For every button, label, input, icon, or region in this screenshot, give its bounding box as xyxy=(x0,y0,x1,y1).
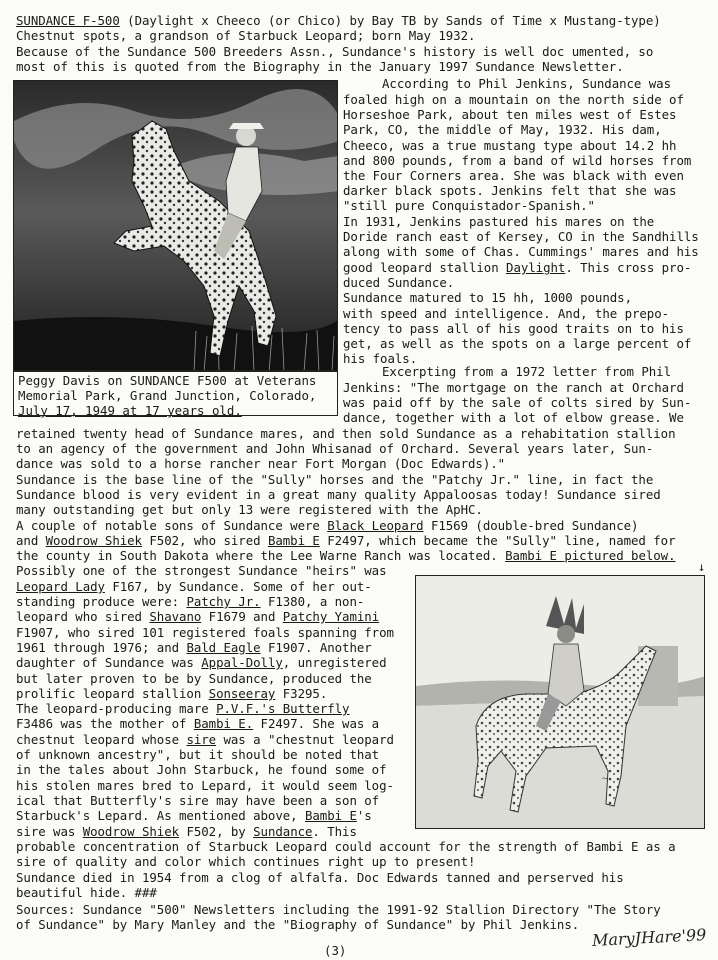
body-line: and 800 pounds, from a band of wild horses from xyxy=(343,153,692,168)
photo-reference: Bambi E pictured below. xyxy=(505,548,676,563)
body-text: was a "chestnut leopard xyxy=(216,732,394,747)
body-line xyxy=(16,594,364,609)
body-line: dance was sold to a horse rancher near Fort Morgan (Doc Edwards)." xyxy=(16,456,506,471)
horse-name: Woodrow Shiek xyxy=(45,533,142,548)
body-line xyxy=(16,732,394,747)
horse-name: Patchy Jr. xyxy=(186,594,261,609)
body-line: retained twenty head of Sundance mares, and then sold Sundance as a rehabitation stallion xyxy=(16,426,676,441)
caption-line: Memorial Park, Grand Junction, Colorado, xyxy=(18,388,317,403)
horse-name: Woodrow Shiek xyxy=(82,824,180,839)
body-text: Starbuck's Lepard. As mentioned above, xyxy=(16,808,305,823)
body-line: duced Sundance. xyxy=(343,275,455,290)
body-line: to an agency of the government and John Whisanad of Orchard. Several years later, Sun- xyxy=(16,441,654,456)
body-text: leopard who sired xyxy=(16,609,150,624)
body-line: with speed and intelligence. And, the prepo- xyxy=(343,306,670,321)
body-line: tency to pass all of his good traits on to his xyxy=(343,321,684,336)
body-line: Sundance matured to 15 hh, 1000 pounds, xyxy=(343,290,632,305)
body-line: the Four Corners area. She was black with even xyxy=(343,168,684,183)
indian-rider-bambi-e-photo xyxy=(415,575,705,829)
body-line: darker black spots. Jenkins felt that she was xyxy=(343,183,677,198)
horse-name: Appal-Dolly xyxy=(201,655,283,670)
body-line xyxy=(16,518,638,533)
body-line: Sundance died in 1954 from a clog of alfalfa. Doc Edwards tanned and perserved his xyxy=(16,870,624,885)
body-text: F502, who sired xyxy=(141,533,268,548)
body-text: F167, by Sundance. Some of her out- xyxy=(104,579,372,594)
caption-line: Peggy Davis on SUNDANCE F500 at Veterans xyxy=(18,373,317,388)
body-text: . This cross pro- xyxy=(565,260,692,275)
horse-name: Bald Eagle xyxy=(186,640,261,655)
header-line-2: Chestnut spots, a grandson of Starbuck Leopard; born May 1932. xyxy=(16,28,476,43)
body-text: 1961 through 1976; and xyxy=(16,640,187,655)
body-line: in the tales about John Starbuck, he found some of xyxy=(16,762,387,777)
horse-name: Patchy Yamini xyxy=(282,609,380,624)
body-line: According to Phil Jenkins, Sundance was xyxy=(382,76,671,91)
body-line: Sundance is the base line of the "Sully" horses and the "Patchy Jr." line, in fact the xyxy=(16,472,654,487)
body-line xyxy=(16,609,379,624)
body-line: beautiful hide. ### xyxy=(16,885,157,900)
intro-line: Because of the Sundance 500 Breeders Assn., Sundance's history is well doc umented, so xyxy=(16,44,654,59)
body-line xyxy=(343,260,691,275)
body-text: , unregistered xyxy=(282,655,387,670)
body-line: Jenkins: "The mortgage on the ranch at Orchard xyxy=(343,380,684,395)
body-text: 's xyxy=(356,808,372,823)
body-line xyxy=(16,640,372,655)
sources-line: of Sundance" by Mary Manley and the "Biography of Sundance" by Phil Jenkins. xyxy=(16,917,580,932)
body-text: the county in South Dakota where the Lee Warne Ranch was located. xyxy=(16,548,506,563)
horse-name: Sundance xyxy=(253,824,313,839)
body-line: his foals. xyxy=(343,351,418,366)
intro-line: most of this is quoted from the Biography in the January 1997 Sundance Newsletter. xyxy=(16,59,624,74)
body-line: In 1931, Jenkins pastured his mares on the xyxy=(343,214,655,229)
body-line: Possibly one of the strongest Sundance "heirs" was xyxy=(16,563,387,578)
body-line: but later proven to be by Sundance, produced the xyxy=(16,671,372,686)
body-line: Sundance blood is very evident in a great many quality Appaloosas today! Sundance sired xyxy=(16,487,661,502)
body-text: F2497. She was a xyxy=(253,716,380,731)
body-line: was paid off by the sale of colts sired by Sun- xyxy=(343,395,692,410)
body-line xyxy=(16,716,379,731)
body-text: standing produce were: xyxy=(16,594,187,609)
horse-name: Sonseeray xyxy=(208,686,276,701)
body-line: many outstanding get but only 13 were registered with the ApHC. xyxy=(16,502,483,517)
horse-name: P.V.F.'s Butterfly xyxy=(216,701,350,716)
photo-illustration xyxy=(14,81,338,371)
page-number: (3) xyxy=(324,943,347,958)
body-line xyxy=(16,533,675,548)
body-line: sire of quality and color which continues right up to present! xyxy=(16,854,476,869)
body-text: A couple of notable sons of Sundance were xyxy=(16,518,328,533)
body-line xyxy=(16,548,676,563)
body-text: good leopard stallion xyxy=(343,260,507,275)
body-line: Park, CO, the middle of May, 1932. His dam, xyxy=(343,122,662,137)
body-line: his stolen mares bred to Lepard, it would seem log- xyxy=(16,778,394,793)
photo-illustration xyxy=(416,576,705,829)
body-line: Cheeco, was a true mustang type about 14.2 hh xyxy=(343,138,677,153)
header-line-1 xyxy=(16,13,661,28)
body-text: F1679 and xyxy=(201,609,283,624)
body-line: Horseshoe Park, about ten miles west of Estes xyxy=(343,107,677,122)
horse-name: Black Leopard xyxy=(327,518,424,533)
body-text: sire xyxy=(186,732,217,747)
body-line: probable concentration of Starbuck Leopard could account for the strength of Bambi E as a xyxy=(16,839,676,854)
body-line: dance, together with a lot of elbow grease. We xyxy=(343,410,684,425)
body-text: chestnut leopard whose xyxy=(16,732,187,747)
body-line: along with some of Chas. Cummings' mares and his xyxy=(343,244,699,259)
body-line xyxy=(16,824,357,839)
body-text: prolific leopard stallion xyxy=(16,686,209,701)
body-line: ical that Butterfly's sire may have been a son of xyxy=(16,793,380,808)
horse-name: Daylight xyxy=(506,260,566,275)
body-line xyxy=(16,579,372,594)
svg-text:~: ~ xyxy=(601,774,609,784)
sources-line: Sources: Sundance "500" Newsletters including the 1991-92 Stallion Directory "The Story xyxy=(16,902,661,917)
horse-name: Bambi E xyxy=(267,533,320,548)
body-line: F1907, who sired 101 registered foals spanning from xyxy=(16,625,394,640)
body-line xyxy=(16,808,372,823)
horse-name: Bambi E xyxy=(304,808,357,823)
rider-on-rearing-horse-photo xyxy=(13,80,338,371)
body-text: F3486 was the mother of xyxy=(16,716,194,731)
body-text: F1907. Another xyxy=(260,640,372,655)
body-line: get, as well as the spots on a large percent of xyxy=(343,336,692,351)
body-line: foaled high on a mountain on the north side of xyxy=(343,92,684,107)
pedigree-text: (Daylight x Cheeco (or Chico) by Bay TB by Sands of Time x Mustang-type) xyxy=(119,13,661,28)
body-text: F502, by xyxy=(179,824,254,839)
body-text: . This xyxy=(312,824,357,839)
body-text: F3295. xyxy=(275,686,328,701)
body-line: Doride ranch east of Kersey, CO in the Sandhills xyxy=(343,229,699,244)
photo-1-caption xyxy=(13,371,338,416)
body-line: of unknown ancestry", but it should be noted that xyxy=(16,747,380,762)
body-text: sire was xyxy=(16,824,83,839)
horse-name: Bambi E. xyxy=(193,716,254,731)
body-line: "still pure Conquistador-Spanish." xyxy=(343,198,595,213)
caption-line: July 17, 1949 at 17 years old. xyxy=(18,403,242,418)
horse-name: Shavano xyxy=(149,609,202,624)
body-line xyxy=(16,655,387,670)
arrow-icon: ↓ xyxy=(698,560,706,574)
body-text: and xyxy=(16,533,46,548)
body-text: F2497, which became the "Sully" line, named for xyxy=(319,533,676,548)
body-text: The leopard-producing mare xyxy=(16,701,217,716)
body-text: F1569 (double-bred Sundance) xyxy=(423,518,639,533)
author-signature: MaryJHare'99 xyxy=(591,925,707,950)
body-line xyxy=(16,701,349,716)
horse-name-title: SUNDANCE F-500 xyxy=(16,13,120,28)
body-line xyxy=(16,686,327,701)
body-line: Excerpting from a 1972 letter from Phil xyxy=(382,364,671,379)
body-text: F1380, a non- xyxy=(260,594,365,609)
horse-name: Leopard Lady xyxy=(16,579,105,594)
body-text: daughter of Sundance was xyxy=(16,655,202,670)
